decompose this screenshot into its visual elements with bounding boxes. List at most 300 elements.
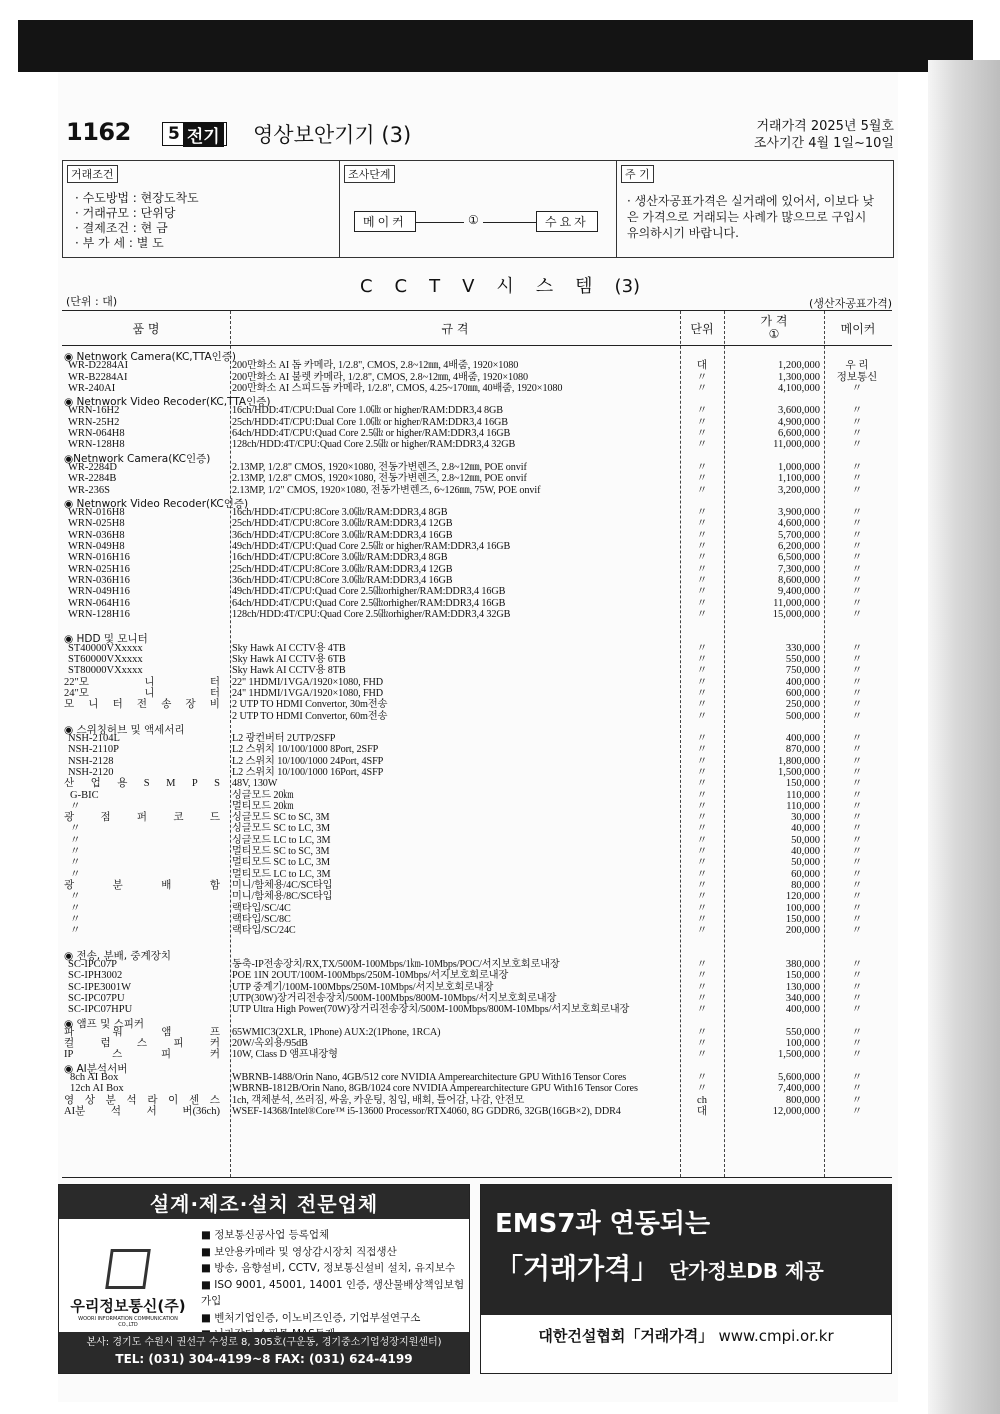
category-name: ◉ 스위칭허브 및 액세서리 (64, 723, 185, 736)
cell-unit: 〃 (696, 1049, 708, 1061)
cell-unit: 〃 (696, 608, 708, 620)
table-row (62, 609, 892, 620)
cell-unit: 〃 (696, 846, 708, 858)
cell-spec: 49ch/HDD:4T/CPU:Quad Core 2.5㎓ or higher/RAM:DDR3,4 16GB (232, 541, 511, 553)
cell-price: 250,000 (785, 699, 820, 711)
item-name: WR-2284D (68, 461, 117, 473)
cell-maker: 〃 (851, 789, 863, 801)
item-name-part: 석 (110, 1105, 122, 1117)
cell-price: 3,600,000 (778, 405, 820, 417)
cell-price: 8,600,000 (778, 574, 820, 586)
cell-spec: 1ch, 객체분석, 쓰러짐, 싸움, 카운팅, 침입, 배회, 틀어감, 나감, 안전모 (232, 1094, 525, 1106)
cell-unit: 〃 (696, 416, 708, 428)
cell-maker: 〃 (851, 461, 863, 473)
cell-unit: 〃 (696, 529, 708, 541)
cell-unit: 〃 (696, 744, 708, 756)
cell-maker: 〃 (851, 891, 863, 903)
cell-unit: 〃 (696, 766, 708, 778)
item-name-part: 피 (160, 1049, 172, 1061)
cell-spec: 36ch/HDD:4T/CPU:8Core 3.0㎓/RAM:DDR3,4 16GB (232, 529, 453, 541)
cell-price: 30,000 (791, 812, 820, 824)
cell-maker: 〃 (851, 416, 863, 428)
cell-unit: 〃 (696, 586, 708, 598)
item-name-part: 프 (209, 1026, 220, 1038)
trade-conditions-label: 거래조건 (67, 165, 118, 183)
item-name: NSH-2120 (68, 766, 114, 778)
cell-unit: 〃 (696, 428, 708, 440)
cell-spec: 2.13MP, 1/2.8" CMOS, 1920×1080, 전동가변렌즈, 2.8~12㎜, POE onvif (232, 473, 527, 485)
cell-maker: 〃 (851, 439, 863, 451)
cell-maker: 〃 (851, 970, 863, 982)
item-name: 〃 (70, 800, 81, 812)
ad-contact: TEL: (031) 304-4199~8 FAX: (031) 624-4199 (115, 1352, 413, 1366)
cell-maker: 〃 (851, 676, 863, 688)
publication-ad-url: www.cmpi.or.kr (718, 1327, 834, 1345)
table-row (62, 790, 892, 801)
item-name: 〃 (70, 868, 81, 880)
item-name (64, 1038, 220, 1049)
item-name-part: 드 (209, 812, 220, 824)
table-row (62, 541, 892, 552)
trade-conditions (63, 161, 340, 257)
header-name-text: 품 명 (132, 321, 160, 336)
cell-maker: 〃 (851, 800, 863, 812)
cell-price: 150,000 (785, 970, 820, 982)
survey-stage (340, 161, 617, 257)
item-name-part: 스 (112, 1049, 123, 1061)
item-name-part: 점 (100, 812, 111, 824)
item-name: WRN-036H8 (68, 529, 125, 541)
cell-unit: 〃 (696, 597, 708, 609)
item-name-part: 센 (188, 1094, 200, 1106)
table-row (62, 801, 892, 812)
category-row (62, 496, 892, 510)
cell-spec: 64ch/HDD:4T/CPU:Quad Core 2.5㎓orhigher/RAM:DDR3,4 16GB (232, 597, 506, 609)
item-name-part: 컬 (64, 1038, 75, 1050)
cell-price: 15,000,000 (772, 608, 820, 620)
cell-spec: WSEF-14368/Intel®Core™ i5-13600 Processor/RTX4060, 8G GDDR6, 32GB(16GB×2), DDR4 (232, 1105, 621, 1117)
cell-maker: 정보통신 (836, 371, 878, 383)
cell-maker: 〃 (851, 518, 863, 530)
table-row (62, 903, 892, 914)
item-name-part: 럼 (100, 1038, 111, 1050)
cell-unit: 〃 (696, 1004, 708, 1016)
table-row (62, 575, 892, 586)
item-name: WRN-036H16 (68, 574, 130, 586)
item-name (64, 880, 220, 891)
table-row (62, 372, 892, 383)
cell-unit: 〃 (696, 1072, 708, 1083)
item-name (64, 1095, 220, 1106)
cell-spec: 65WMIC3(2XLR, 1Phone) AUX:2(1Phone, 1RCA) (232, 1026, 441, 1038)
cell-spec: 멀티모드 20㎞ (232, 800, 294, 812)
system-title-text: CCTV시스템 (359, 276, 615, 297)
item-name-part: 파 (64, 1026, 75, 1038)
table-row (62, 733, 892, 744)
item-name: SC-IPC07PU (68, 992, 125, 1004)
table-row (62, 869, 892, 880)
cell-price: 1,500,000 (778, 766, 820, 778)
table-row (62, 970, 892, 981)
cell-maker: 〃 (851, 529, 863, 541)
header-unit-text: 단위 (690, 321, 714, 336)
cell-spec: 25ch/HDD:4T/CPU:8Core 3.0㎓/RAM:DDR3,4 12GB (232, 563, 453, 575)
cell-spec: 싱글모드 SC to SC, 3M (232, 812, 330, 824)
category-name: ◉ AI분석서버 (64, 1062, 128, 1075)
item-name (64, 1049, 220, 1060)
category-row (62, 948, 892, 962)
cell-price: 40,000 (791, 846, 820, 858)
table-row (62, 823, 892, 834)
category-name: ◉ Netnwork Camera(KC,TTA인증) (64, 351, 237, 363)
cell-price: 3,900,000 (778, 507, 820, 519)
item-name-part: 니 (144, 676, 155, 688)
cell-spec: UTP Ultra High Power(70W)장거리전송장치/500M-100Mbps/800M-10Mbps/서지보호회로내장 (232, 1004, 630, 1016)
item-name: G-BIC (70, 789, 99, 801)
cell-price: 110,000 (786, 800, 820, 812)
item-name-part: 라 (147, 1094, 158, 1106)
cell-maker: 〃 (851, 959, 863, 971)
cell-spec: 랙타입/SC/4C (232, 902, 291, 914)
item-name-part: 앰 (161, 1026, 172, 1038)
cell-spec: 싱글모드 20㎞ (232, 789, 294, 801)
header-price-text: 가 격 (760, 314, 788, 328)
cell-price: 400,000 (785, 733, 820, 745)
cell-maker: 〃 (851, 541, 863, 553)
stage-from: 메이커 (354, 211, 416, 232)
item-name: 〃 (70, 857, 81, 869)
cell-unit: 〃 (696, 800, 708, 812)
item-name-part: 광 (64, 812, 75, 824)
cell-maker: 〃 (851, 778, 863, 790)
table-row (62, 778, 892, 789)
category-row (62, 394, 892, 409)
item-name: SC-IPE3001W (68, 981, 131, 993)
item-name: WRN-049H16 (68, 586, 130, 598)
cell-price: 550,000 (785, 1026, 820, 1038)
cell-unit: 〃 (696, 902, 708, 914)
item-name: WRN-128H8 (68, 439, 125, 451)
cell-unit: 대 (696, 1105, 708, 1117)
table-row (62, 428, 892, 439)
cell-spec: WBRNB-1812B/Orin Nano, 8GB/1024 core NVIDIA Amperearchitecture GPU With16 Tensor Cores (232, 1083, 638, 1095)
cell-unit: 〃 (696, 789, 708, 801)
item-name-part: 함 (209, 879, 220, 891)
table-row (62, 405, 892, 416)
cell-unit: 〃 (696, 733, 708, 745)
conditions-box (62, 160, 894, 258)
cell-price: 4,600,000 (778, 518, 820, 530)
item-name-part: 장 (185, 699, 196, 711)
cell-unit: 〃 (696, 812, 708, 824)
category-row (62, 722, 892, 736)
cell-unit: 〃 (696, 857, 708, 869)
cell-spec: 128ch/HDD:4T/CPU:Quad Core 2.5㎓ or higher/RAM:DDR3,4 32GB (232, 439, 516, 451)
cell-spec: 200만화소 AI 돔 카메라, 1/2.8", CMOS, 2.8~12㎜, 4배줌, 1920×1080 (232, 360, 519, 372)
cell-unit: 〃 (696, 461, 708, 473)
table-row (62, 360, 892, 371)
cell-unit: 〃 (696, 755, 708, 767)
cell-price: 1,800,000 (778, 755, 820, 767)
cell-spec: 64ch/HDD:4T/CPU:Quad Core 2.5㎓ or higher/RAM:DDR3,4 16GB (232, 428, 511, 440)
category-name: ◉ Netnwork Video Recoder(KC인증) (64, 497, 249, 510)
table-row (62, 677, 892, 688)
item-name: WR-B2284AI (68, 371, 128, 383)
cell-spec: UTP 중계기/100M-100Mbps/250M-10Mbps/서지보호회로내장 (232, 981, 494, 993)
cell-spec: 2 UTP TO HDMI Convertor, 30m전송 (232, 699, 388, 711)
cell-unit: 〃 (696, 654, 708, 666)
cell-price: 340,000 (785, 992, 820, 1004)
item-name (64, 812, 220, 823)
item-name-part: 퍼 (136, 812, 148, 824)
item-name (64, 677, 220, 688)
cell-maker: 〃 (851, 597, 863, 609)
item-name-part: 서 (146, 1105, 157, 1117)
cell-unit: 〃 (696, 665, 708, 677)
item-name: WRN-064H8 (68, 428, 125, 440)
item-name: 〃 (70, 846, 81, 858)
cell-unit: 〃 (696, 687, 708, 699)
header-maker (824, 311, 892, 346)
cell-maker: 〃 (851, 925, 863, 937)
cell-maker: 〃 (851, 1049, 863, 1061)
stage-marker: ① (464, 213, 483, 227)
item-name: WR-240AI (68, 382, 116, 394)
cell-maker: 〃 (851, 868, 863, 880)
cell-maker: 〃 (851, 552, 863, 564)
table-row (62, 564, 892, 575)
item-name-part: 배 (161, 879, 172, 891)
publication-issue: 거래가격 2025년 5월호 (756, 119, 894, 134)
table-row (62, 812, 892, 823)
table-row (62, 835, 892, 846)
table-body (62, 349, 892, 1117)
price-type: (생산자공표가격) (809, 297, 892, 310)
cell-unit: 〃 (696, 473, 708, 485)
ad-feature: ■ ISO 9001, 45001, 14001 인증, 생산물배상책임보험 가입 (201, 1277, 469, 1310)
table-row (62, 1049, 892, 1060)
table-row (62, 439, 892, 450)
cell-unit: 〃 (696, 992, 708, 1004)
table-row (62, 982, 892, 993)
item-name-part: 코 (173, 812, 184, 824)
table-row (62, 552, 892, 563)
table-row (62, 473, 892, 484)
page-number: 1162 (66, 118, 131, 146)
cell-maker: 〃 (851, 699, 863, 711)
table-row (62, 959, 892, 970)
item-name-part: 스 (209, 1094, 220, 1106)
cell-price: 11,000,000 (773, 439, 820, 451)
cell-price: 5,600,000 (778, 1072, 820, 1083)
category-row (62, 451, 892, 465)
item-name (64, 699, 220, 710)
cell-unit: 〃 (696, 552, 708, 564)
item-name-part: 니 (88, 699, 99, 711)
cell-maker: 〃 (851, 654, 863, 666)
cell-spec: 16ch/HDD:4T/CPU:8Core 3.0㎓/RAM:DDR3,4 8GB (232, 552, 448, 564)
cell-unit: 〃 (696, 642, 708, 654)
cell-price: 200,000 (785, 925, 820, 937)
cell-price: 380,000 (785, 959, 820, 971)
item-name-part: 비 (209, 699, 220, 711)
company-name: 우리정보통신(주) (70, 1297, 186, 1315)
publication-ad-line2-rest: 단가정보DB 제공 (668, 1259, 824, 1283)
category-row (62, 1061, 892, 1075)
cell-maker: 〃 (851, 642, 863, 654)
cell-maker: 〃 (851, 823, 863, 835)
cell-spec: Sky Hawk AI CCTV용 6TB (232, 654, 346, 666)
cell-spec: 16ch/HDD:4T/CPU:Dual Core 1.0㎓ or higher/RAM:DDR3,4 8GB (232, 405, 503, 417)
cell-price: 870,000 (785, 744, 820, 756)
cell-unit: 〃 (696, 913, 708, 925)
cell-price: 150,000 (785, 913, 820, 925)
publication-ad-banner (481, 1185, 891, 1315)
table-row (62, 1004, 892, 1015)
cell-spec: Sky Hawk AI CCTV용 8TB (232, 665, 346, 677)
survey-stage-label: 조사단계 (344, 165, 395, 183)
cell-unit: 〃 (696, 439, 708, 451)
publication-ad-footer (481, 1325, 891, 1346)
condition-line: · 부 가 세 : 별 도 (75, 236, 164, 250)
cell-price: 50,000 (791, 857, 820, 869)
cell-price: 9,400,000 (778, 586, 820, 598)
publication-ad-brand: 「거래가격」 (495, 1252, 660, 1285)
cell-spec: POE 1IN 2OUT/100M-100Mbps/250M-10Mbps/서지보호회로내장 (232, 970, 509, 982)
cell-spec: 멀티모드 SC to LC, 3M (232, 857, 330, 869)
cell-spec: L2 스위치 10/100/1000 24Port, 4SFP (232, 755, 384, 767)
cell-price: 100,000 (785, 902, 820, 914)
cell-unit: 〃 (696, 823, 708, 835)
cell-unit: 〃 (696, 1026, 708, 1038)
cell-spec: 2 UTP TO HDMI Convertor, 60m전송 (232, 710, 388, 722)
cell-unit: 〃 (696, 699, 708, 711)
cell-maker: 〃 (851, 563, 863, 575)
section-badge (162, 122, 227, 146)
table-row (62, 485, 892, 496)
notes-label: 주 기 (621, 165, 654, 183)
cell-price: 100,000 (785, 1038, 820, 1050)
scan-edge-shadow (928, 60, 1000, 1414)
cell-unit: ch (697, 1094, 707, 1106)
cell-price: 500,000 (785, 710, 820, 722)
item-name-part: S (143, 778, 150, 790)
cell-price: 40,000 (791, 823, 820, 835)
item-name: WRN-25H2 (68, 416, 120, 428)
cell-price: 60,000 (791, 868, 820, 880)
cell-spec: 멀티모드 SC to SC, 3M (232, 846, 330, 858)
cell-unit: 대 (696, 360, 708, 372)
cell-price: 7,400,000 (778, 1083, 820, 1095)
table-row (62, 530, 892, 541)
cell-unit: 〃 (696, 484, 708, 496)
item-name-part: M (166, 778, 176, 790)
item-name: 〃 (70, 823, 81, 835)
ad-feature: ■ 보안용카메라 및 영상감시장치 직접생산 (201, 1244, 469, 1261)
cell-spec: Sky Hawk AI CCTV용 4TB (232, 642, 346, 654)
item-name: ST40000VXxxxx (68, 642, 143, 654)
company-name-en: WOORI INFORMATION COMMUNICATION CO.,LTD (78, 1316, 178, 1328)
cell-spec: L2 광컨버터 2UTP/2SFP (232, 733, 336, 745)
item-name-part: S (214, 778, 220, 790)
item-name: ST80000VXxxxx (68, 665, 143, 677)
item-name: 〃 (70, 834, 81, 846)
table-row (62, 586, 892, 597)
cell-maker: 〃 (851, 846, 863, 858)
cell-spec: 멀티모드 LC to LC, 3M (232, 868, 331, 880)
item-name (64, 1027, 220, 1038)
item-name: WRN-025H8 (68, 518, 125, 530)
cell-spec: 랙타입/SC/24C (232, 925, 296, 937)
cell-price: 1,200,000 (778, 360, 820, 372)
table-row (62, 756, 892, 767)
table-row (62, 643, 892, 654)
item-name (64, 1106, 220, 1117)
cell-price: 6,500,000 (778, 552, 820, 564)
trade-conditions-lines (75, 191, 199, 251)
table-row (62, 880, 892, 891)
table-row (62, 891, 892, 902)
item-name-part: 24"모 (64, 687, 89, 699)
cell-unit: 〃 (696, 541, 708, 553)
ad-headline: 설계·제조·설치 전문업체 (59, 1185, 469, 1219)
cell-price: 750,000 (785, 665, 820, 677)
cell-maker: 〃 (851, 687, 863, 699)
table-row (62, 767, 892, 778)
cell-unit: 〃 (696, 925, 708, 937)
stage-flow (354, 211, 604, 233)
item-name: WRN-016H16 (68, 552, 130, 564)
cell-maker: 〃 (851, 733, 863, 745)
cell-price: 130,000 (785, 981, 820, 993)
item-name-part: 터 (112, 699, 123, 711)
category-name: ◉Netnwork Camera(KC인증) (64, 452, 211, 465)
cell-unit: 〃 (696, 970, 708, 982)
cell-spec: WBRNB-1488/Orin Nano, 4GB/512 core NVIDIA Amperearchitecture GPU With16 Tensor Cores (232, 1072, 627, 1083)
item-name: WRN-064H16 (68, 597, 130, 609)
cell-spec: 48V, 130W (232, 778, 278, 790)
scan-top-bar (18, 20, 973, 72)
item-name: WRN-025H16 (68, 563, 130, 575)
unit-label: (단위 : 대) (66, 295, 118, 308)
item-name-part: 광 (64, 879, 75, 891)
header-spec-text: 규 격 (441, 321, 469, 336)
item-name-part: 분 (112, 879, 123, 891)
company-ad (58, 1184, 470, 1374)
item-name-part: 터 (209, 687, 220, 699)
cell-unit: 〃 (696, 891, 708, 903)
cell-spec: 24" 1HDMI/1VGA/1920×1080, FHD (232, 687, 384, 699)
item-name-part: 전 (136, 699, 148, 711)
table-row (62, 914, 892, 925)
table-row (62, 699, 892, 710)
cell-unit: 〃 (696, 507, 708, 519)
cell-price: 150,000 (785, 778, 820, 790)
item-name-part: 산 (64, 778, 75, 790)
cell-maker: 〃 (851, 665, 863, 677)
item-name-part: AI분 (64, 1105, 86, 1117)
table-row (62, 665, 892, 676)
cell-spec: 10W, Class D 앰프내장형 (232, 1049, 338, 1061)
cell-price: 1,300,000 (778, 371, 820, 383)
cell-spec: 동축-IP전송장치/RX,TX/500M-100Mbps/1㎞-10Mbps/POC/서지보호회로내장 (232, 959, 560, 971)
cell-unit: 〃 (696, 710, 708, 722)
category-row (62, 1016, 892, 1030)
cell-unit: 〃 (696, 868, 708, 880)
cell-price: 7,300,000 (778, 563, 820, 575)
table-row (62, 1083, 892, 1094)
cell-unit: 〃 (696, 382, 708, 394)
